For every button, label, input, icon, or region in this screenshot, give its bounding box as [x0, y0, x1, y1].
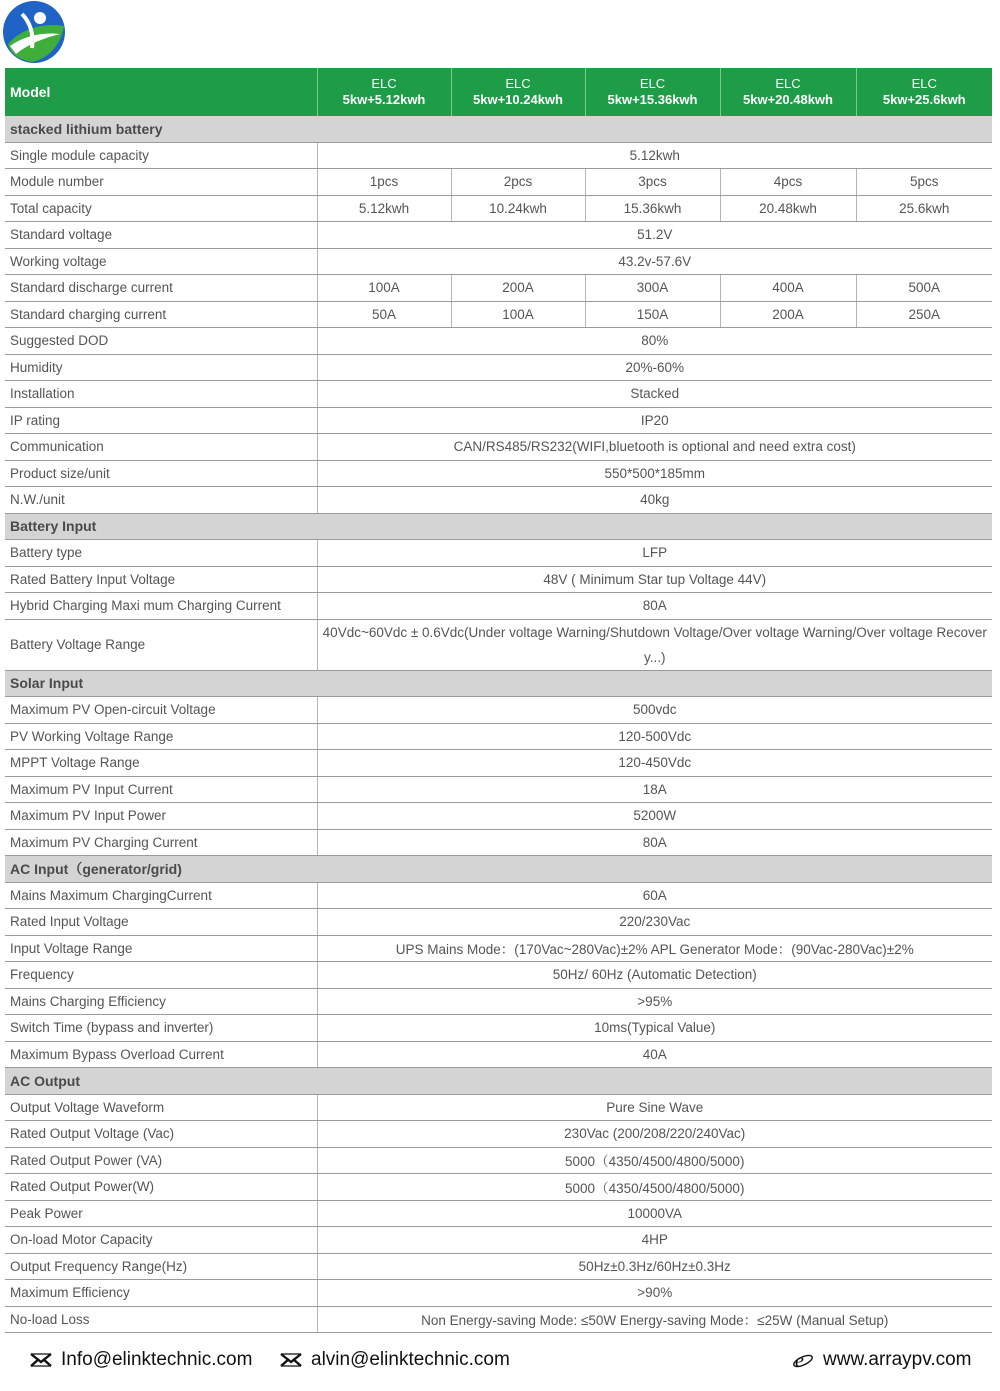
section-title: AC Output: [5, 1068, 992, 1095]
section-title: Battery Input: [5, 513, 992, 540]
spec-label: Mains Charging Efficiency: [5, 988, 317, 1015]
spec-value: 200A: [720, 301, 856, 328]
spec-label: IP rating: [5, 407, 317, 434]
spec-value: 5200W: [317, 803, 992, 830]
table-row: [5, 909, 992, 936]
table-row: [5, 750, 992, 777]
spec-value: CAN/RS485/RS232(WIFI,bluetooth is optional and need extra cost): [317, 434, 992, 461]
spec-value: Non Energy-saving Mode: ≤50W Energy-saving Mode：≤25W (Manual Setup): [317, 1306, 992, 1333]
table-row: [5, 566, 992, 593]
spec-label: Suggested DOD: [5, 328, 317, 355]
spec-label: Rated Output Power (VA): [5, 1147, 317, 1174]
spec-value: 40kg: [317, 487, 992, 514]
spec-value: 500A: [856, 275, 992, 302]
model-config: 5kw+20.48kwh: [743, 92, 833, 107]
table-row: [5, 697, 992, 724]
company-logo: [2, 0, 66, 64]
spec-value: 51.2V: [317, 222, 992, 249]
spec-label: Battery type: [5, 540, 317, 567]
model-config: 5kw+15.36kwh: [607, 92, 698, 107]
spec-value: 5.12kwh: [317, 195, 451, 222]
section-header-row: [5, 1068, 992, 1095]
table-row: [5, 776, 992, 803]
spec-label: Rated Battery Input Voltage: [5, 566, 317, 593]
spec-value: >95%: [317, 988, 992, 1015]
table-row: [5, 829, 992, 856]
model-column-header: [451, 68, 585, 116]
spec-label: Standard discharge current: [5, 275, 317, 302]
spec-value: LFP: [317, 540, 992, 567]
model-column-header: [856, 68, 992, 116]
model-header-label: Model: [5, 68, 317, 116]
spec-value: 60A: [317, 882, 992, 909]
table-row: [5, 275, 992, 302]
spec-label: Battery Voltage Range: [5, 619, 317, 670]
table-row: [5, 1121, 992, 1148]
spec-label: Input Voltage Range: [5, 935, 317, 962]
spec-label: PV Working Voltage Range: [5, 723, 317, 750]
table-row: [5, 988, 992, 1015]
table-row: [5, 935, 992, 962]
model-series: ELC: [371, 76, 397, 91]
model-series: ELC: [775, 76, 801, 91]
spec-value: 3pcs: [585, 169, 720, 196]
spec-value: 10000VA: [317, 1200, 992, 1227]
table-row: [5, 460, 992, 487]
spec-value: 550*500*185mm: [317, 460, 992, 487]
spec-label: Hybrid Charging Maxi mum Charging Current: [5, 593, 317, 620]
spec-value: 10.24kwh: [451, 195, 585, 222]
footer-website[interactable]: [792, 1346, 972, 1374]
spec-label: Maximum PV Input Current: [5, 776, 317, 803]
model-column-header: [585, 68, 720, 116]
table-row: [5, 962, 992, 989]
spec-value: 25.6kwh: [856, 195, 992, 222]
spec-label: Standard voltage: [5, 222, 317, 249]
spec-label: Mains Maximum ChargingCurrent: [5, 882, 317, 909]
section-header-row: [5, 856, 992, 883]
section-title: stacked lithium battery: [5, 116, 992, 142]
spec-value: 250A: [856, 301, 992, 328]
spec-value: 100A: [317, 275, 451, 302]
spec-label: Humidity: [5, 354, 317, 381]
spec-value: 40A: [317, 1041, 992, 1068]
spec-value: UPS Mains Mode：(170Vac~280Vac)±2% APL Generator Mode：(90Vac-280Vac)±2%: [317, 935, 992, 962]
table-row: [5, 407, 992, 434]
table-row: [5, 1015, 992, 1042]
spec-label: Output Frequency Range(Hz): [5, 1253, 317, 1280]
table-row: [5, 487, 992, 514]
table-header-row: [5, 68, 992, 116]
spec-value: 50A: [317, 301, 451, 328]
spec-label: Maximum PV Open-circuit Voltage: [5, 697, 317, 724]
section-header-row: [5, 513, 992, 540]
spec-value: 40Vdc~60Vdc ± 0.6Vdc(Under voltage Warning/Shutdown Voltage/Over voltage Warning/Over voltage Recover y...): [317, 619, 992, 670]
table-row: [5, 1200, 992, 1227]
spec-label: No-load Loss: [5, 1306, 317, 1333]
model-series: ELC: [911, 76, 937, 91]
spec-label: Rated Input Voltage: [5, 909, 317, 936]
spec-value: 10ms(Typical Value): [317, 1015, 992, 1042]
model-series: ELC: [639, 76, 666, 91]
website-text: www.arraypv.com: [823, 1349, 972, 1370]
spec-value: 5pcs: [856, 169, 992, 196]
spec-value: 200A: [451, 275, 585, 302]
spec-label: MPPT Voltage Range: [5, 750, 317, 777]
spec-value: 300A: [585, 275, 720, 302]
spec-value: IP20: [317, 407, 992, 434]
spec-table: [5, 68, 992, 1333]
spec-value: Stacked: [317, 381, 992, 408]
table-row: [5, 1280, 992, 1307]
spec-label: Rated Output Power(W): [5, 1174, 317, 1201]
spec-value: 20%-60%: [317, 354, 992, 381]
spec-value: 2pcs: [451, 169, 585, 196]
table-row: [5, 1253, 992, 1280]
spec-value: 150A: [585, 301, 720, 328]
table-row: [5, 328, 992, 355]
spec-value: 48V ( Minimum Star tup Voltage 44V): [317, 566, 992, 593]
spec-value: >90%: [317, 1280, 992, 1307]
model-config: 5kw+25.6kwh: [882, 92, 966, 107]
spec-label: On-load Motor Capacity: [5, 1227, 317, 1254]
spec-label: Maximum PV Charging Current: [5, 829, 317, 856]
table-row: [5, 593, 992, 620]
email-2-text: alvin@elinktechnic.com: [311, 1349, 510, 1370]
table-row: [5, 803, 992, 830]
spec-value: 400A: [720, 275, 856, 302]
spec-label: Maximum Efficiency: [5, 1280, 317, 1307]
spec-value: 50Hz±0.3Hz/60Hz±0.3Hz: [317, 1253, 992, 1280]
section-title: Solar Input: [5, 670, 992, 697]
section-title: AC Input（generator/grid): [5, 856, 992, 883]
spec-value: 120-450Vdc: [317, 750, 992, 777]
spec-value: 5000（4350/4500/4800/5000): [317, 1147, 992, 1174]
spec-value: 5.12kwh: [317, 142, 992, 169]
spec-value: 4HP: [317, 1227, 992, 1254]
spec-value: 220/230Vac: [317, 909, 992, 936]
table-row: [5, 195, 992, 222]
spec-label: Standard charging current: [5, 301, 317, 328]
envelope-icon: [280, 1352, 302, 1368]
table-row: [5, 882, 992, 909]
spec-value: 5000（4350/4500/4800/5000): [317, 1174, 992, 1201]
footer-email-1[interactable]: [30, 1346, 252, 1374]
table-row: [5, 381, 992, 408]
table-row: [5, 1174, 992, 1201]
table-row: [5, 723, 992, 750]
spec-value: 4pcs: [720, 169, 856, 196]
footer: [0, 1346, 1000, 1376]
spec-value: 50Hz/ 60Hz (Automatic Detection): [317, 962, 992, 989]
table-row: [5, 434, 992, 461]
table-row: [5, 1227, 992, 1254]
spec-label: Maximum Bypass Overload Current: [5, 1041, 317, 1068]
svg-text:e: e: [795, 1350, 804, 1371]
spec-label: Working voltage: [5, 248, 317, 275]
envelope-icon: [30, 1352, 52, 1368]
spec-label: Frequency: [5, 962, 317, 989]
section-header-row: [5, 116, 992, 142]
table-row: [5, 222, 992, 249]
spec-label: Single module capacity: [5, 142, 317, 169]
spec-value: 80%: [317, 328, 992, 355]
spec-label: N.W./unit: [5, 487, 317, 514]
spec-value: 80A: [317, 593, 992, 620]
table-row: [5, 540, 992, 567]
table-row: [5, 619, 992, 670]
spec-label: Installation: [5, 381, 317, 408]
spec-value: 500vdc: [317, 697, 992, 724]
spec-value: 20.48kwh: [720, 195, 856, 222]
spec-value: 1pcs: [317, 169, 451, 196]
spec-label: Switch Time (bypass and inverter): [5, 1015, 317, 1042]
section-header-row: [5, 670, 992, 697]
spec-value: 18A: [317, 776, 992, 803]
spec-value: Pure Sine Wave: [317, 1094, 992, 1121]
spec-label: Module number: [5, 169, 317, 196]
table-row: [5, 169, 992, 196]
table-row: [5, 1306, 992, 1333]
spec-label: Peak Power: [5, 1200, 317, 1227]
table-row: [5, 301, 992, 328]
model-column-header: [720, 68, 856, 116]
table-row: [5, 354, 992, 381]
table-row: [5, 1041, 992, 1068]
spec-label: Communication: [5, 434, 317, 461]
table-row: [5, 248, 992, 275]
table-row: [5, 1147, 992, 1174]
model-column-header: [317, 68, 451, 116]
spec-label: Output Voltage Waveform: [5, 1094, 317, 1121]
spec-value: 15.36kwh: [585, 195, 720, 222]
email-1-text: Info@elinktechnic.com: [61, 1349, 253, 1370]
spec-value: 80A: [317, 829, 992, 856]
table-row: [5, 1094, 992, 1121]
table-row: [5, 142, 992, 169]
spec-value: 43.2v-57.6V: [317, 248, 992, 275]
spec-value: 100A: [451, 301, 585, 328]
spec-value: 230Vac (200/208/220/240Vac): [317, 1121, 992, 1148]
model-config: 5kw+5.12kwh: [342, 92, 426, 107]
spec-value: 120-500Vdc: [317, 723, 992, 750]
model-config: 5kw+10.24kwh: [473, 92, 563, 107]
spec-label: Rated Output Voltage (Vac): [5, 1121, 317, 1148]
spec-label: Product size/unit: [5, 460, 317, 487]
model-series: ELC: [505, 76, 531, 91]
spec-label: Maximum PV Input Power: [5, 803, 317, 830]
spec-label: Total capacity: [5, 195, 317, 222]
browser-e-icon: [792, 1349, 814, 1371]
footer-email-2[interactable]: [280, 1346, 510, 1374]
